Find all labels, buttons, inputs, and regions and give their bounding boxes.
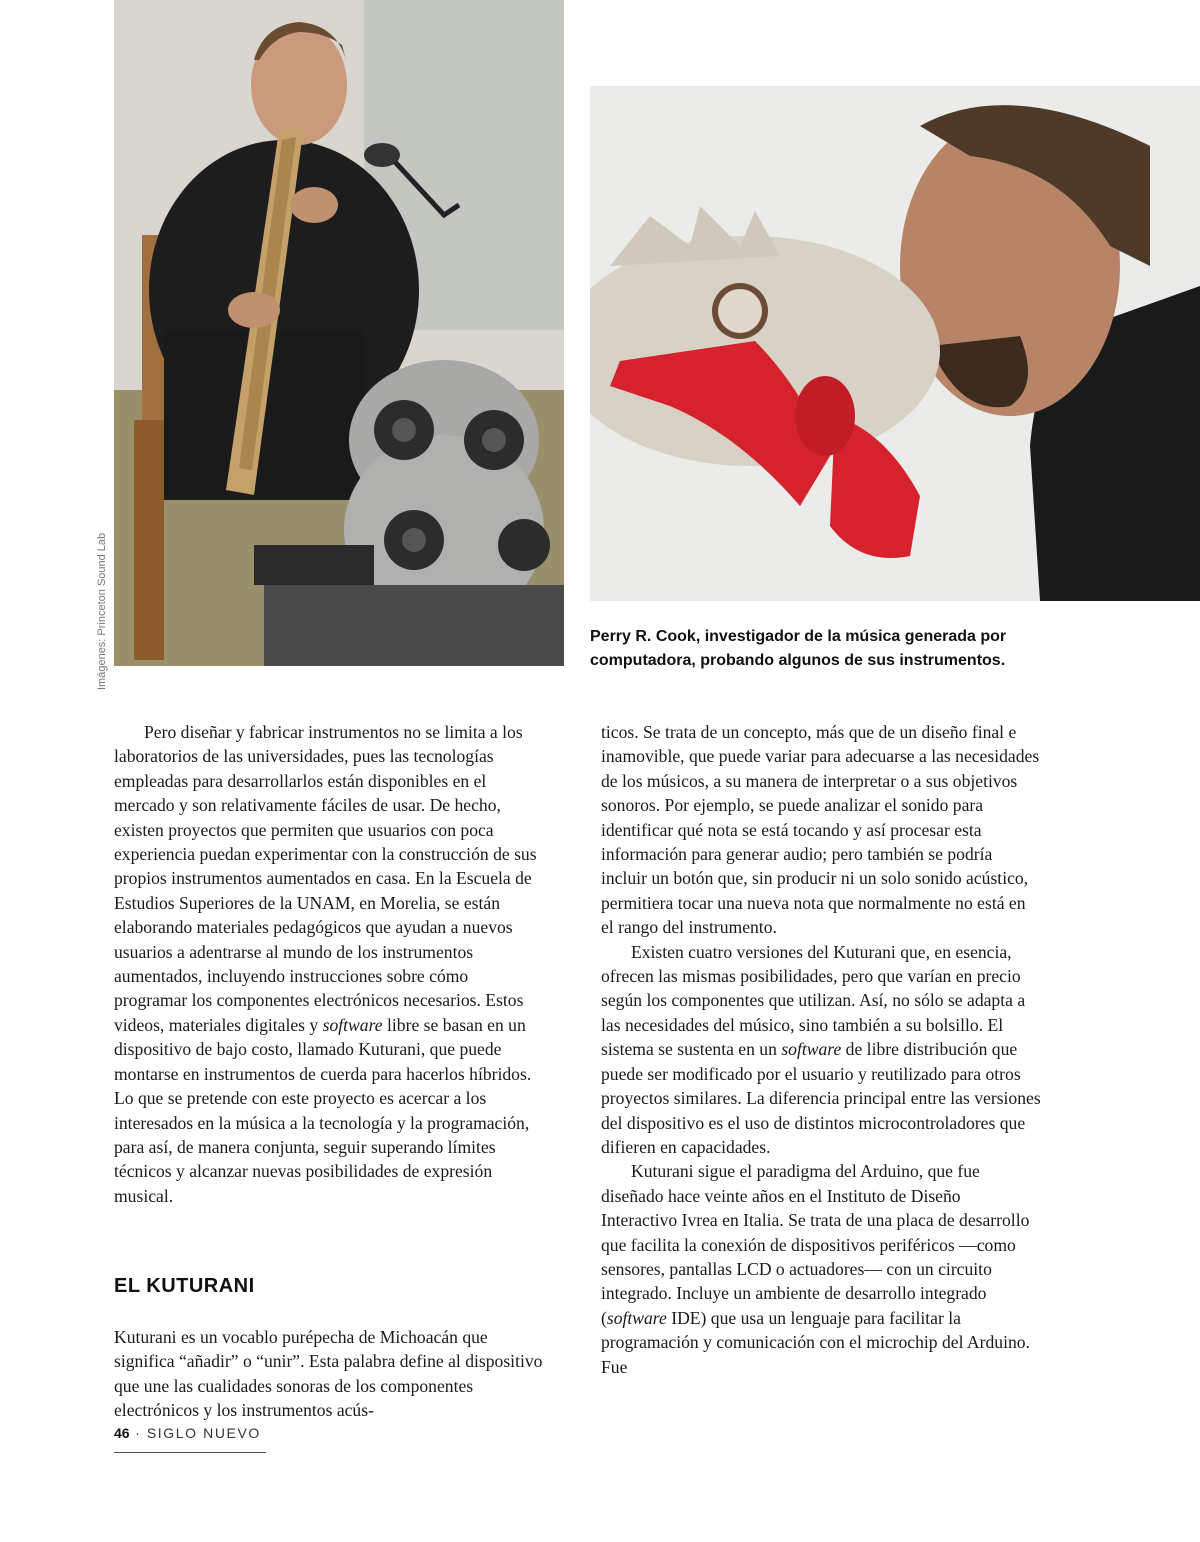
magazine-name: SIGLO NUEVO — [146, 1425, 261, 1441]
paragraph-1-text-a: Pero diseñar y fabricar instrumentos no se limita a los laboratorios de las universidades, pues las tecnologías empleadas para desarrollarlos están disponibles en el mercado y son relativamente fáciles de usar. De hecho, existen proyectos que permiten que usuarios con poca experiencia puedan experimentar con la construcción de sus propios instrumentos aumentados en casa. En la Escuela de Estudios Superiores de la UNAM, en Morelia, se están elaborando materiales pedagógicos que ayudan a nuevos usuarios a adentrarse al mundo de los instrumentos aumentados, incluyendo instrucciones sobre cómo programar los componentes electrónicos necesarios. Estos videos, materiales digitales y — [114, 722, 537, 1035]
paragraph-2: Kuturani es un vocablo purépecha de Michoacán que significa “añadir” o “unir”. Esta palabra define al dispositivo que une las cualidades sonoras de los componentes electrónicos y los instrumentos acús- — [114, 1327, 543, 1421]
body-column-right — [601, 720, 1041, 1379]
paragraph-1-emphasis: software — [322, 1014, 383, 1035]
photo-credit: Imágenes: Princeton Sound Lab — [96, 532, 108, 690]
footer-rule — [114, 1452, 266, 1453]
paragraph-5-text-a: Kuturani sigue el paradigma del Arduino, que fue diseñado hace veinte años en el Instituto de Diseño Interactivo Ivrea en Italia. Se trata de una placa de desarrollo que facilita la conexión de dispositivos periféricos —como sensores, pantallas LCD o actuadores— con un circuito integrado. Incluye un ambiente de desarrollo integrado ( — [601, 1161, 1030, 1328]
page-number: 46 — [114, 1425, 130, 1441]
paragraph-5 — [601, 1159, 1041, 1379]
paragraph-4-emphasis: software — [781, 1039, 842, 1060]
photo-caption: Perry R. Cook, investigador de la música generada por computadora, probando algunos de sus instrumentos. — [590, 628, 1007, 669]
section-heading: EL KUTURANI — [114, 1275, 255, 1297]
footer-separator: · — [135, 1425, 142, 1441]
body-column-left — [114, 720, 544, 1208]
photo-tube-instrument — [114, 0, 564, 666]
paragraph-5-text-b: IDE) que usa un lenguaje para facilitar la programación y comunicación con el microchip del Arduino. Fue — [601, 1307, 1030, 1377]
body-column-left-lower — [114, 1325, 544, 1423]
photo-tube-instrument-illustration — [114, 0, 564, 666]
paragraph-5-emphasis: software — [606, 1307, 667, 1328]
paragraph-4-text-b: de libre distribución que puede ser modificado por el usuario y reutilizado para otros proyectos similares. La diferencia principal entre las versiones del dispositivo es el uso de distintos microcontroladores que difieren en capacidades. — [601, 1039, 1041, 1157]
paragraph-1 — [114, 720, 544, 1208]
paragraph-1-text-b: libre se basan en un dispositivo de bajo costo, llamado Kuturani, que puede montarse en instrumentos de cuerda para hacerlos híbridos. Lo que se pretende con este proyecto es acercar a los interesados en la música a la tecnología y la programación, para así, de manera conjunta, seguir superando límites técnicos y alcanzar nuevas posibilidades de expresión musical. — [114, 1014, 532, 1206]
photo-fish-instrument-illustration — [590, 86, 1200, 601]
paragraph-4 — [601, 940, 1041, 1160]
paragraph-3: ticos. Se trata de un concepto, más que de un diseño final e inamovible, que puede variar para adecuarse a las necesidades de los músicos, a su manera de interpretar o a sus objetivos sonoros. Por ejemplo, se puede analizar el sonido para identificar qué nota se está tocando y así procesar esta información para generar audio; pero también se podría incluir un botón que, sin producir ni un solo sonido acústico, permitiera tocar una nueva nota que normalmente no está en el rango del instrumento. — [601, 722, 1040, 938]
page-footer — [114, 1425, 261, 1441]
photo-fish-instrument — [590, 86, 1200, 601]
paragraph-4-text-a: Existen cuatro versiones del Kuturani que, en esencia, ofrecen las mismas posibilidades, pero que varían en precio según los componentes que utilizan. Así, no sólo se adapta a las necesidades del músico, sino también a su bolsillo. El sistema se sustenta en un — [601, 941, 1026, 1060]
